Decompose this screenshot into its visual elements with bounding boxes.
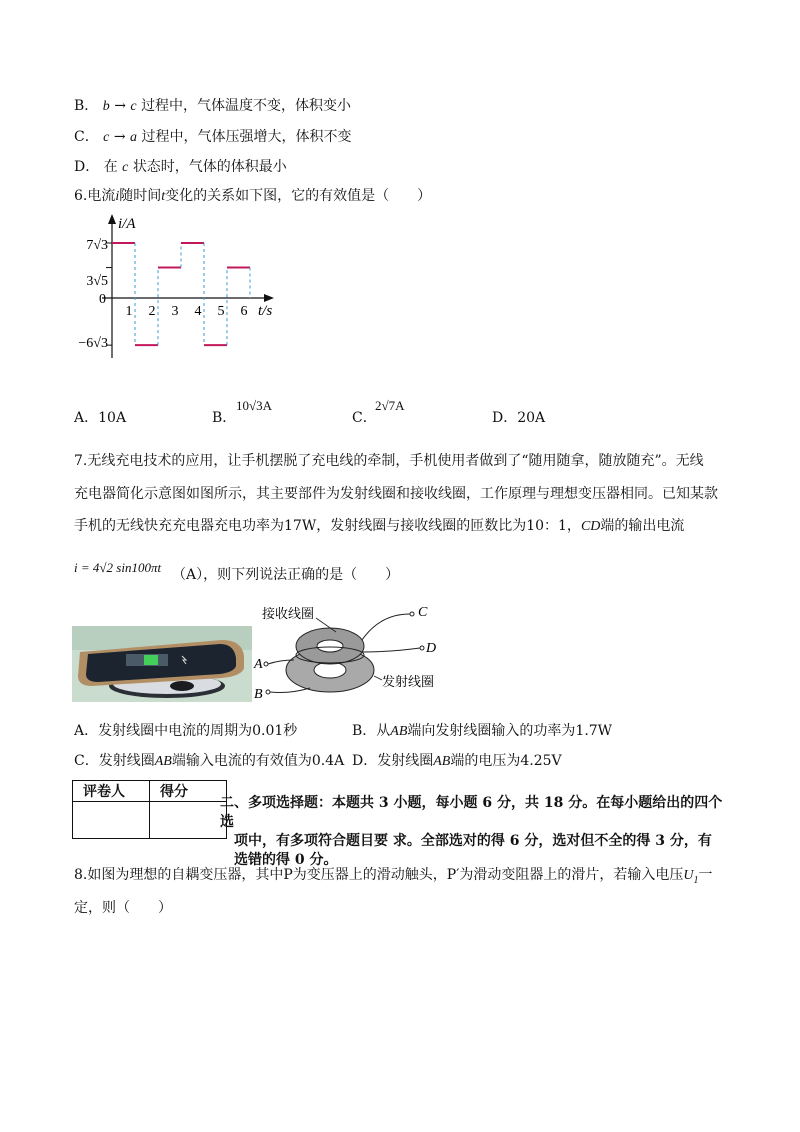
stem-text: 手机的无线快充充电器充电功率为17W，发射线圈与接收线圈的匝数比为10：1， xyxy=(74,518,581,534)
arrow: → xyxy=(114,98,126,114)
option-letter: B． xyxy=(74,98,99,114)
section-2-instructions xyxy=(220,794,735,870)
y-tick-label: −6√3 xyxy=(78,336,108,351)
option-text: 端输入电流的有效值为 xyxy=(171,753,312,769)
terminal-b-label: B xyxy=(254,687,263,702)
option-letter: A． xyxy=(74,723,99,739)
option-text: 发射线圈 xyxy=(98,753,155,769)
option-text: 发射线圈 xyxy=(377,753,434,769)
phone-charger-photo xyxy=(72,626,252,702)
option-text: 端向发射线圈输入的功率为 xyxy=(407,723,576,739)
option-letter: D． xyxy=(74,159,100,175)
q5-option-d xyxy=(74,157,287,178)
stem-text: 8.如图为理想的自耦变压器，其中P为变压器上的滑动触头，P′为滑动变阻器上的滑片，若输入电压 xyxy=(74,867,684,883)
option-value: 1.7W xyxy=(575,723,613,739)
option-text: 秒 xyxy=(283,723,298,739)
q6-option-c xyxy=(352,408,377,428)
q5-option-c xyxy=(74,127,351,148)
option-value: 0.01 xyxy=(252,723,284,739)
option-letter: B． xyxy=(352,723,377,739)
state-c: c xyxy=(103,130,110,145)
q7-stem-line3 xyxy=(74,516,684,537)
option-text: 过程中，气体压强增大，体积不变 xyxy=(141,129,352,145)
transmit-coil-label: 发射线圈 xyxy=(382,674,435,689)
x-tick-label: 3 xyxy=(171,304,179,319)
q7-option-a xyxy=(74,721,297,741)
option-letter: C． xyxy=(74,129,99,145)
terminal-c-label: C xyxy=(418,605,428,620)
x-tick-label: 4 xyxy=(194,304,202,319)
option-text: 端的电压为 xyxy=(450,753,521,769)
grader-header: 评卷人 xyxy=(73,781,150,802)
score-header: 得分 xyxy=(150,781,227,802)
option-value: 4.25V xyxy=(520,753,562,769)
q6-option-b-value: 10√3A xyxy=(236,398,273,413)
section-line: 项中，有多项符合题目要 求。全部选对的得 6 分，选对但不全的得 3 分，有 xyxy=(234,833,712,849)
option-letter: D． xyxy=(352,753,378,769)
stem-text: 端的输出电流 xyxy=(600,518,685,534)
x-tick-label: 1 xyxy=(125,304,133,319)
var-i: i xyxy=(115,189,120,204)
option-letter: A． xyxy=(74,410,99,426)
y-tick-label: 7√3 xyxy=(86,238,108,253)
option-letter: C． xyxy=(352,410,377,426)
option-value: 20A xyxy=(517,410,546,426)
option-letter: C． xyxy=(74,753,99,769)
terminal-ab: AB xyxy=(433,754,451,769)
q6-option-a xyxy=(74,408,126,428)
voltage-subscript: 1 xyxy=(693,874,699,886)
option-letter: D． xyxy=(492,410,518,426)
stem-text: 一 xyxy=(698,867,713,883)
stem-text: 随时间 xyxy=(119,188,162,204)
grader-cell[interactable] xyxy=(73,802,150,839)
y-axis-label: i/A xyxy=(118,216,136,232)
x-tick-label: 5 xyxy=(217,304,225,319)
x-tick-label: 2 xyxy=(148,304,156,319)
q7-option-d xyxy=(352,751,562,772)
terminal-d-label: D xyxy=(426,641,437,656)
option-text: 过程中，气体温度不变，体积变小 xyxy=(141,98,352,114)
q8-stem-line1 xyxy=(74,865,713,891)
section-line: 选错的得 0 分。 xyxy=(234,852,338,868)
q7-formula-tail: （A），则下列说法正确的是（ ） xyxy=(172,567,400,583)
x-tick-label: 6 xyxy=(240,304,248,319)
stem-text: 6.电流 xyxy=(74,188,116,204)
option-text: 从 xyxy=(376,723,391,739)
x-axis-arrow xyxy=(264,294,274,302)
q6-option-d xyxy=(492,408,545,428)
state-a: a xyxy=(130,130,138,145)
q8-stem-line2: 定，则（ ） xyxy=(74,900,172,916)
y-tick-label: 0 xyxy=(99,292,106,307)
option-text: 在 xyxy=(103,159,118,175)
stem-text: 变化的关系如下图，它的有效值是（ ） xyxy=(165,188,432,204)
terminal-ab: AB xyxy=(154,754,172,769)
q6-current-graph xyxy=(72,208,292,368)
q7-option-c xyxy=(74,751,344,772)
state-b: b xyxy=(102,99,110,114)
terminal-ab: AB xyxy=(390,724,408,739)
section-line: 二、多项选择题：本题共 3 小题，每小题 6 分，共 18 分。在每小题给出的四个选 xyxy=(220,795,723,830)
q6-stem xyxy=(74,186,431,207)
state-c: c xyxy=(130,99,137,114)
terminal-cd: CD xyxy=(580,519,601,534)
option-value: 0.4A xyxy=(311,753,345,769)
option-text: 发射线圈中电流的周期为 xyxy=(98,723,253,739)
option-letter: B． xyxy=(212,410,237,426)
terminal-a-label: A xyxy=(254,657,263,672)
q6-option-b xyxy=(212,408,236,428)
q7-formula: i = 4√2 sin100πt xyxy=(74,560,162,575)
x-axis-label: t/s xyxy=(258,303,273,319)
receive-coil-label: 接收线圈 xyxy=(262,606,315,621)
option-value: 10A xyxy=(98,410,127,426)
option-text: 状态时，气体的体积最小 xyxy=(132,159,287,175)
q7-stem-line1: 7.无线充电技术的应用，让手机摆脱了充电线的牵制，手机使用者做到了“随用随拿，随放随充”。无线 xyxy=(74,453,704,469)
q6-option-c-value: 2√7A xyxy=(375,398,405,413)
y-tick-label: 3√5 xyxy=(86,274,108,289)
state-c: c xyxy=(122,160,129,175)
q7-option-b xyxy=(352,721,612,742)
plot-area xyxy=(106,243,250,345)
q5-option-b xyxy=(74,96,351,117)
q7-stem-line2: 充电器简化示意图如图所示，其主要部件为发射线圈和接收线圈，工作原理与理想变压器相同。已知某款 xyxy=(74,486,718,502)
coil-diagram xyxy=(250,598,450,704)
arrow: → xyxy=(113,129,126,145)
y-axis-arrow xyxy=(108,214,116,224)
var-t: t xyxy=(161,189,166,204)
voltage-u: U xyxy=(683,868,694,883)
score-box xyxy=(72,780,227,839)
score-cell[interactable] xyxy=(150,802,227,839)
